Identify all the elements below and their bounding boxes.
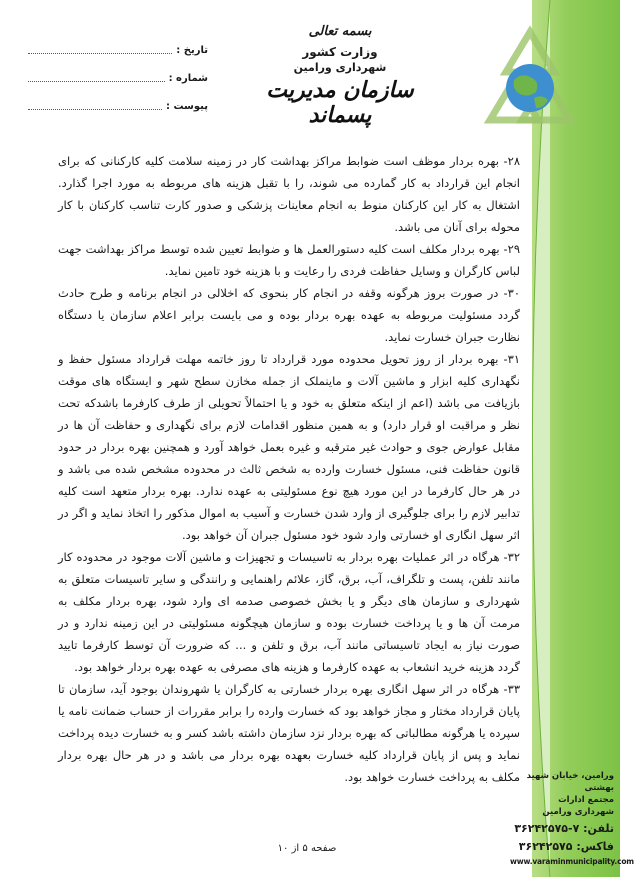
footer-complex: مجتمع ادارات — [558, 795, 614, 805]
attachment-field — [28, 92, 208, 120]
date-line — [28, 52, 172, 54]
attachment-label: پیوست : — [165, 100, 208, 112]
clause-28: ۲۸- بهره بردار موظف است ضوابط مراکز بهداشت کار در زمینه سلامت کلیه کارکنانی که برای انجام این قرارداد به کار گمارده می شوند، را با تقبل هزینه های مربوطه به مورد اجرا گذارد. اشتغال به کار این کارکنان منوط به انجام معاینات پزشکی و صدور کارت تناسب کارکنان با کار محوله برای آنان می باشد. — [58, 154, 520, 234]
date-field — [28, 36, 208, 64]
organization-title: سازمان مدیریت پسماند — [266, 78, 414, 128]
clause-31: ۳۱- بهره بردار از روز تحویل محدوده مورد قرارداد تا روز خاتمه مهلت قرارداد مسئول حفظ و نگهداری کلیه ابزار و ماشین آلات و ماینملک از جمله مخازن سطح شهر و ایستگاه های موقت بازیافت می باشد (اعم از اینکه متعلق به خود و یا احتمالاً تحویلی از طرف کارفرما باشدکه تحت نظر و مراقبت او قرار دارد) و به همین منظور اقدامات لازم برای نگهداری و حفاظت آن ها در مقابل عوارض جوی و حوادث غیر مترقبه و غیره بعمل خواهد آورد و همچنین بهره بردار در حدود قانون حفاظت فنی، مسئول خسارت وارده به شخص ثالث در محدوده مشخص شده می باشد و در هر حال کارفرما در این مورد هیچ نوع مسئولیتی به عهده ندارد. بهره بردار متعهد است کلیه تدابیر لازم را برای جلوگیری از وارد شدن خسارت و آسیب به اموال مذکور را اتخاذ نماید و اگر در اثر سهل انگاری او خسارتی وارد شود خود مسئول جبران آن خواهد بود. — [58, 352, 520, 542]
number-line — [28, 80, 165, 82]
ministry-title: وزارت کشور — [302, 45, 378, 59]
attachment-line — [28, 108, 162, 110]
footer-website[interactable]: www.varaminmunicipality.com — [510, 857, 634, 866]
clause-32: ۳۲- هرگاه در اثر عملیات بهره بردار به تاسیسات و تجهیزات و ماشین آلات موجود در محدوده کار مانند تلفن، پست و تلگراف، آب، برق، گاز، علائم راهنمایی و رانندگی و سایر تاسیسات متعلق به شهرداری و سازمان های دیگر و یا بخش خصوصی صدمه ای وارد شود، بهره بردار مکلف به مرمت آن ها و یا پرداخت خسارت بوده و سازمان هیچگونه مسئولیتی در این زمینه ندارد و در صورت نیاز به ایجاد تاسیساتی مانند آب، برق و تلفن و ... که ضرورت آن توسط کارفرما تایید گردد هزینه خرید انشعاب به عهده کارفرما و هزینه های مصرفی به عهده بهره بردار خواهد بود. — [58, 550, 520, 674]
footer-municipality: شهرداری ورامین — [542, 807, 614, 817]
clause-33: ۳۳- هرگاه در اثر سهل انگاری بهره بردار خسارتی به کارگران یا شهروندان بوجود آید، سازمان تا پایان قرارداد مختار و مجاز خواهد بود که خسارت وارده را برابر مقررات از حساب ضمانت نامه یا سپرده یا هرگونه مطالباتی که بهره بردار نزد سازمان داشته باشد کسر و به خسارت دیده پرداخت نماید و پس از پایان قرارداد کلیه خسارت بعهده بهره بردار می باشد و در هر حال بهره بردار مکلف به پرداخت خسارت خواهد بود. — [58, 682, 520, 784]
footer-fax: فاکس: ۳۶۲۴۲۵۷۵ — [518, 840, 614, 853]
footer-phone: تلفن: ۷-۳۶۲۴۲۵۷۵ — [514, 822, 614, 835]
footer-address: ورامین، خیابان شهید بهشتی — [526, 771, 614, 793]
page-number: صفحه ۵ از ۱۰ — [277, 843, 337, 854]
letterhead — [240, 24, 440, 128]
clause-30: ۳۰- در صورت بروز هرگونه وقفه در انجام کار بنحوی که اخلالی در انجام برنامه و طرح حادث گردد مسئولیت مربوطه به عهده بهره بردار بوده و می بایست برابر اعلام سازمان یا دستگاه نظارت جبران خسارت نماید. — [58, 286, 520, 344]
document-body — [58, 150, 520, 788]
number-label: شماره : — [168, 72, 208, 84]
basmala: بسمه تعالی — [308, 24, 372, 39]
date-label: تاریخ : — [176, 44, 208, 56]
letter-meta-fields — [28, 36, 208, 120]
contact-footer — [510, 770, 634, 868]
municipality-title: شهرداری ورامین — [293, 61, 387, 74]
recycling-globe-logo — [470, 28, 590, 128]
number-field — [28, 64, 208, 92]
clause-29: ۲۹- بهره بردار مکلف است کلیه دستورالعمل ها و ضوابط تعیین شده توسط مراکز بهداشت جهت لباس کارگران و وسایل حفاظت فردی را رعایت و با هزینه خود تامین نماید. — [58, 242, 520, 278]
